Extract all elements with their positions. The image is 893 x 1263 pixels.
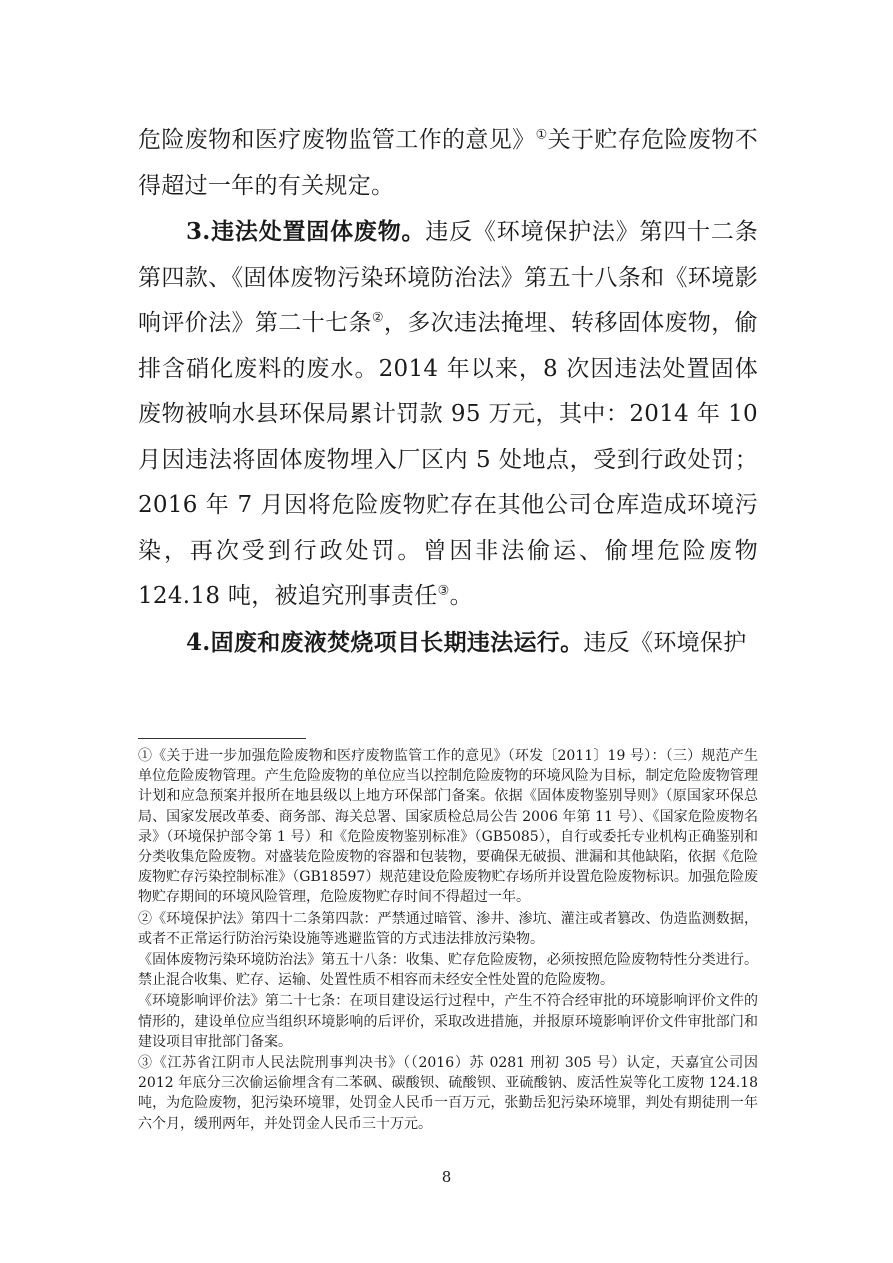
footnote-2-eia-law: 《环境影响评价法》第二十七条：在项目建设运行过程中，产生不符合经审批的环境影响评价文件的情形的，建设单位应当组织环境影响的后评价，采取改进措施，并报原环境影响评价文件审批部门和建设项目审批部门备案。 <box>138 993 758 1050</box>
paragraph-3-text-a: 违反《环境保护 <box>583 629 747 656</box>
paragraph-2-text-c: 。 <box>449 583 473 609</box>
footnote-ref-3[interactable]: ③ <box>437 583 450 599</box>
paragraph-2-text-b: ，多次违法掩埋、转移固体废物，偷排含硝化废料的废水。2014 年以来，8 次因违法处置固体废物被响水县环保局累计罚款 95 万元，其中：2014 年 10 月因违法将固体废物埋入厂区内 5 处地点，受到行政处罚；2016 年 7 月因将危险废物贮存在其他公司仓库造成环境污染，再次受到行政处罚。曾因非法偷运、偷埋危险废物 124.18 吨，被追究刑事责任 <box>138 310 758 609</box>
paragraph-2-text-a: 违反《环境保护法》第四十二条第四款、《固体废物污染环境防治法》第五十八条和《环境影响评价法》第二十七条 <box>138 219 759 336</box>
section-heading-3: 3.违法处置固体废物。 <box>186 218 426 245</box>
footnote-1: ①《关于进一步加强危险废物和医疗废物监管工作的意见》（环发〔2011〕19 号）：（三）规范产生单位危险废物管理。产生危险废物的单位应当以控制危险废物的环境风险为目标，制定危险废物管理计划和应急预案并报所在地县级以上地方环保部门备案。依据《固体废物鉴别导则》（原国家环保总局、国家发展改革委、商务部、海关总署、国家质检总局公告 2006 年第 11 号）、《国家危险废物名录》（环境保护部令第 1 号）和《危险废物鉴别标准》（GB5085），自行或委托专业机构正确鉴别和分类收集危险废物。对盛装危险废物的容器和包装物，要确保无破损、泄漏和其他缺陷，依据《危险废物贮存污染控制标准》（GB18597）规范建设危险废物贮存场所并设置危险废物标识。加强危险废物贮存期间的环境风险管理，危险废物贮存时间不得超过一年。 <box>138 748 758 906</box>
footnote-ref-1[interactable]: ① <box>535 127 548 143</box>
main-text <box>138 118 758 666</box>
footnote-2: ②《环境保护法》第四十二条第四款：严禁通过暗管、渗井、渗坑、灌注或者篡改、伪造监测数据，或者不正常运行防治污染设施等逃避监管的方式违法排放污染物。 <box>138 910 758 947</box>
paragraph-3 <box>138 620 758 667</box>
footnote-2-solid-waste-law: 《固体废物污染环境防治法》第五十八条：收集、贮存危险废物，必须按照危险废物特性分类进行。禁止混合收集、贮存、运输、处置性质不相容而未经安全性处置的危险废物。 <box>138 952 758 989</box>
paragraph-1-text-a: 危险废物和医疗废物监管工作的意见》 <box>138 127 536 153</box>
section-heading-4: 4.固废和废液焚烧项目长期违法运行。 <box>186 628 584 656</box>
footnote-3: ③《江苏省江阴市人民法院刑事判决书》（（2016）苏 0281 刑初 305 号）认定，天嘉宜公司因 2012 年底分三次偷运偷埋含有二苯砜、碳酸钡、硫酸钡、亚硫酸钠、废活性炭等化工废物 124.18 吨，为危险废物，犯污染环境罪，处罚金人民币一百万元，张勤岳犯污染环境罪，判处有期徒刑一年六个月，缓刑两年，并处罚金人民币三十万元。 <box>138 1055 758 1132</box>
footnote-ref-2[interactable]: ② <box>371 310 384 326</box>
footnote-divider <box>138 738 306 739</box>
paragraph-2 <box>138 209 758 620</box>
footnotes <box>138 746 758 1135</box>
paragraph-1 <box>138 118 758 209</box>
paragraph-1-text-b: 关于贮存危险废物不得超过一年的有关规定。 <box>138 127 758 199</box>
page-number: 8 <box>441 1168 452 1186</box>
